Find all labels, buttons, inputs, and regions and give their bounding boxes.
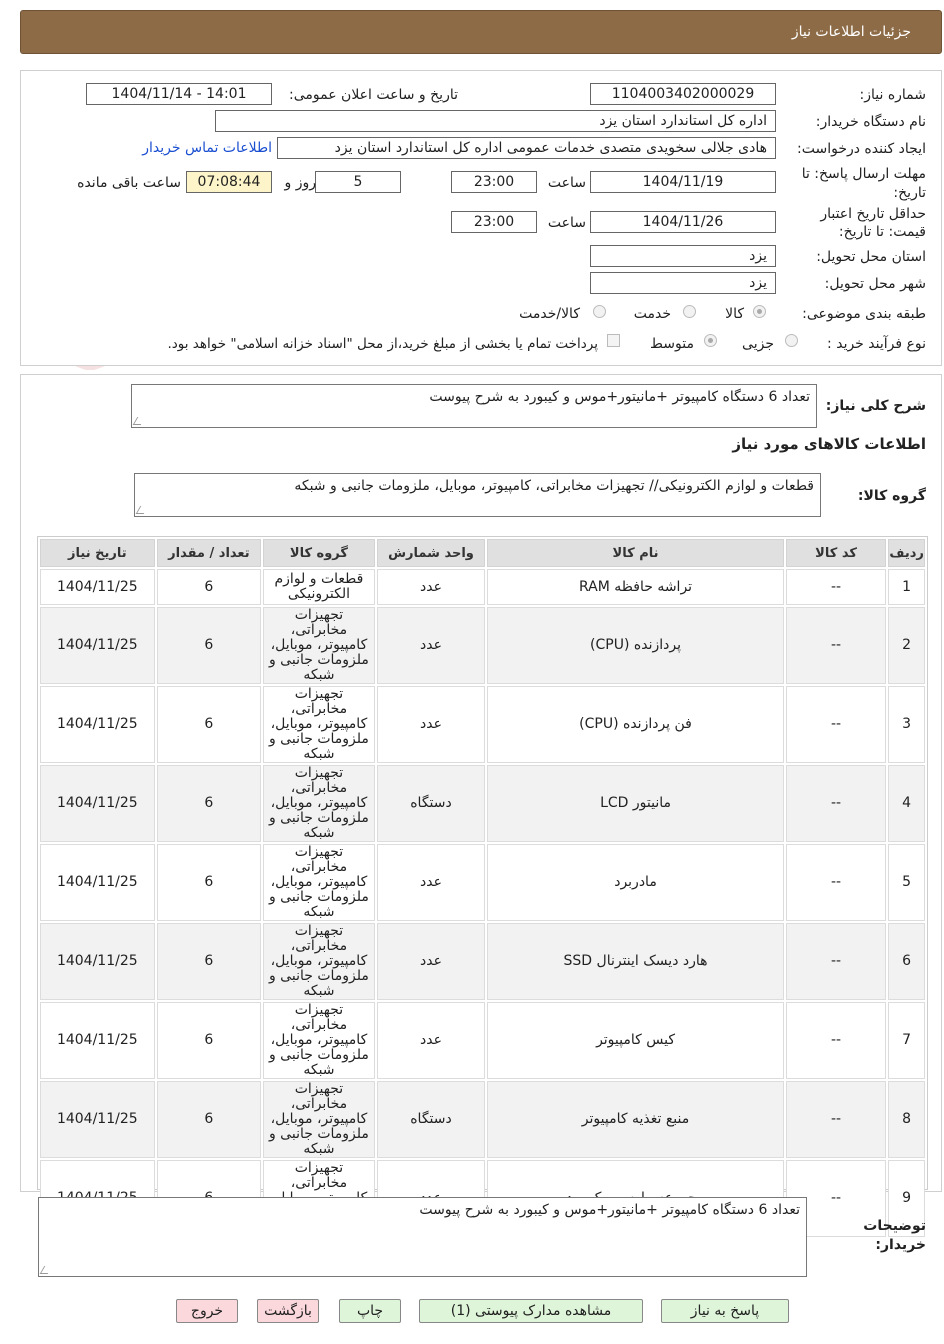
- process-radio-minor[interactable]: [785, 334, 798, 347]
- buyer-notes-label-line1: توضیحات: [863, 1218, 926, 1234]
- cell-unit: عدد: [377, 1002, 486, 1079]
- goods-table-body: [40, 569, 925, 1237]
- cell-unit: عدد: [377, 923, 486, 1000]
- cell-name: مادربرد: [487, 844, 784, 921]
- cell-group-line: شبکه: [303, 1141, 335, 1157]
- cell-group-line: تجهیزات مخابراتی،: [290, 686, 348, 717]
- cell-qty: 6: [157, 1002, 262, 1079]
- cell-date: 1404/11/25: [40, 923, 155, 1000]
- cell-group-line: شبکه: [303, 746, 335, 762]
- goods-group-text: قطعات و لوازم الکترونیکی// تجهیزات مخابراتی، کامپیوتر، موبایل، ملزومات جانبی و شبکه: [294, 478, 814, 494]
- category-radio-service[interactable]: [683, 305, 696, 318]
- cell-group-line: شبکه: [303, 825, 335, 841]
- announce-label: تاریخ و ساعت اعلان عمومی:: [289, 87, 458, 103]
- cell-name: هارد دیسک اینترنال SSD: [487, 923, 784, 1000]
- cell-group-line: کامپیوتر، موبایل،: [270, 953, 368, 969]
- cell-name: فن پردازنده (CPU): [487, 686, 784, 763]
- cell-row: 7: [888, 1002, 925, 1079]
- cell-group-line: تجهیزات مخابراتی،: [290, 1002, 348, 1033]
- resize-grip-icon[interactable]: [40, 1266, 53, 1274]
- table-row: [40, 607, 925, 684]
- buyer-org-label: نام دستگاه خریدار:: [815, 114, 926, 130]
- table-row: [40, 765, 925, 842]
- deadline-label-line1: مهلت ارسال پاسخ: تا: [801, 166, 926, 182]
- cell-name: مانیتور LCD: [487, 765, 784, 842]
- cell-group-line: شبکه: [303, 667, 335, 683]
- cell-qty: 6: [157, 923, 262, 1000]
- process-option-minor: جزیی: [742, 336, 774, 352]
- col-header-unit: واحد شمارش: [377, 539, 486, 567]
- cell-group-line: شبکه: [303, 1062, 335, 1078]
- cell-unit: عدد: [377, 686, 486, 763]
- cell-group-line: کامپیوتر، موبایل،: [270, 795, 368, 811]
- resize-grip-icon[interactable]: [133, 417, 146, 425]
- requester-field[interactable]: هادی جلالی سخویدی متصدی خدمات عمومی اداره کل استاندارد استان یزد: [277, 137, 776, 159]
- cell-code: --: [786, 569, 887, 605]
- cell-group-line: ملزومات جانبی و: [268, 1126, 369, 1142]
- cell-group: [263, 569, 375, 605]
- table-row: [40, 844, 925, 921]
- cell-code: --: [786, 686, 887, 763]
- cell-date: 1404/11/25: [40, 569, 155, 605]
- table-row: [40, 1002, 925, 1079]
- category-option-service: خدمت: [633, 306, 671, 322]
- cell-code: --: [786, 1081, 887, 1158]
- general-desc-textarea[interactable]: [131, 384, 817, 428]
- goods-table-header: [40, 539, 925, 567]
- cell-group: [263, 1002, 375, 1079]
- col-header-group: گروه کالا: [263, 539, 375, 567]
- cell-qty: 6: [157, 607, 262, 684]
- print-button[interactable]: چاپ: [339, 1299, 401, 1323]
- buyer-org-field[interactable]: اداره کل استاندارد استان یزد: [215, 110, 776, 132]
- goods-table-wrapper: [37, 536, 928, 1206]
- cell-row: 3: [888, 686, 925, 763]
- deadline-date-field[interactable]: 1404/11/19: [590, 171, 776, 193]
- cell-group: [263, 923, 375, 1000]
- goods-group-textarea[interactable]: [134, 473, 821, 517]
- cell-group: [263, 765, 375, 842]
- cell-date: 1404/11/25: [40, 765, 155, 842]
- goods-table: [38, 537, 927, 1239]
- category-radio-goods[interactable]: [753, 305, 766, 318]
- cell-group: [263, 1081, 375, 1158]
- payment-note: پرداخت تمام یا بخشی از مبلغ خرید،از محل "اسناد خزانه اسلامی" خواهد بود.: [167, 336, 598, 352]
- cell-group-line: ملزومات جانبی و: [268, 968, 369, 984]
- exit-button[interactable]: خروج: [176, 1299, 238, 1323]
- cell-qty: 6: [157, 844, 262, 921]
- cell-group-line: تجهیزات مخابراتی،: [290, 607, 348, 638]
- province-field[interactable]: یزد: [590, 245, 776, 267]
- col-header-code: کد کالا: [786, 539, 887, 567]
- cell-name: تراشه حافظه RAM: [487, 569, 784, 605]
- buyer-notes-text: تعداد 6 دستگاه کامپیوتر +مانیتور+موس و کیبورد به شرح پیوست: [419, 1202, 800, 1218]
- cell-date: 1404/11/25: [40, 1002, 155, 1079]
- reply-button[interactable]: پاسخ به نیاز: [661, 1299, 789, 1323]
- province-label: استان محل تحویل:: [816, 249, 926, 265]
- col-header-date: تاریخ نیاز: [40, 539, 155, 567]
- cell-qty: 6: [157, 765, 262, 842]
- city-field[interactable]: یزد: [590, 272, 776, 294]
- validity-date-field[interactable]: 1404/11/26: [590, 211, 776, 233]
- back-button[interactable]: بازگشت: [257, 1299, 319, 1323]
- cell-qty: 6: [157, 1081, 262, 1158]
- remaining-time-label: ساعت باقی مانده: [77, 175, 181, 191]
- page-header: [20, 10, 942, 54]
- cell-group-line: تجهیزات مخابراتی،: [290, 765, 348, 796]
- cell-group: [263, 844, 375, 921]
- validity-label-line1: حداقل تاریخ اعتبار: [820, 206, 926, 222]
- resize-grip-icon[interactable]: [136, 506, 149, 514]
- cell-group-line: ملزومات جانبی و: [268, 889, 369, 905]
- cell-group-line: تجهیزات مخابراتی،: [290, 844, 348, 875]
- cell-date: 1404/11/25: [40, 844, 155, 921]
- col-header-name: نام کالا: [487, 539, 784, 567]
- validity-time-label: ساعت: [547, 215, 586, 231]
- cell-group-line: شبکه: [303, 904, 335, 920]
- cell-date: 1404/11/25: [40, 686, 155, 763]
- cell-group-line: ملزومات جانبی و: [268, 1047, 369, 1063]
- cell-unit: عدد: [377, 569, 486, 605]
- process-label: نوع فرآیند خرید :: [827, 336, 926, 352]
- cell-date: 1404/11/25: [40, 1081, 155, 1158]
- general-desc-text: تعداد 6 دستگاه کامپیوتر +مانیتور+موس و کیبورد به شرح پیوست: [429, 389, 810, 405]
- cell-unit: عدد: [377, 607, 486, 684]
- need-number-label: شماره نیاز:: [859, 87, 926, 103]
- treasury-payment-checkbox[interactable]: [607, 334, 620, 347]
- cell-code: --: [786, 844, 887, 921]
- cell-name: پردازنده (CPU): [487, 607, 784, 684]
- cell-code: --: [786, 923, 887, 1000]
- cell-qty: 6: [157, 686, 262, 763]
- table-row: [40, 569, 925, 605]
- cell-code: --: [786, 607, 887, 684]
- cell-group-line: تجهیزات مخابراتی،: [290, 1160, 348, 1191]
- category-option-goods: کالا: [725, 306, 744, 322]
- cell-row: 9: [888, 1160, 925, 1237]
- process-radio-medium[interactable]: [704, 334, 717, 347]
- cell-qty: 6: [157, 569, 262, 605]
- cell-unit: دستگاه: [377, 765, 486, 842]
- view-attachments-button[interactable]: مشاهده مدارک پیوستی (1): [419, 1299, 643, 1323]
- announce-datetime-field[interactable]: 1404/11/14 - 14:01: [86, 83, 272, 105]
- cell-row: 6: [888, 923, 925, 1000]
- cell-unit: دستگاه: [377, 1081, 486, 1158]
- cell-group-line: کامپیوتر، موبایل،: [270, 1111, 368, 1127]
- general-desc-label: شرح کلی نیاز:: [825, 398, 926, 414]
- table-row: [40, 1081, 925, 1158]
- cell-group-line: تجهیزات مخابراتی،: [290, 923, 348, 954]
- buyer-notes-textarea[interactable]: [38, 1197, 807, 1277]
- col-header-row: ردیف: [888, 539, 925, 567]
- category-option-goods-service: کالا/خدمت: [519, 306, 580, 322]
- cell-group-line: کامپیوتر، موبایل،: [270, 1032, 368, 1048]
- category-radio-goods-service[interactable]: [593, 305, 606, 318]
- cell-date: 1404/11/25: [40, 607, 155, 684]
- cell-group-line: قطعات و لوازم: [274, 571, 364, 587]
- cell-group-line: ملزومات جانبی و: [268, 731, 369, 747]
- deadline-time-field[interactable]: 23:00: [451, 171, 537, 193]
- days-label: روز و: [284, 175, 316, 191]
- table-row: [40, 686, 925, 763]
- cell-code: --: [786, 1160, 887, 1237]
- deadline-time-label: ساعت: [547, 175, 586, 191]
- cell-group-line: کامپیوتر، موبایل،: [270, 716, 368, 732]
- cell-group-line: ملزومات جانبی و: [268, 652, 369, 668]
- cell-group-line: تجهیزات مخابراتی،: [290, 1081, 348, 1112]
- validity-time-field[interactable]: 23:00: [451, 211, 537, 233]
- cell-group-line: کامپیوتر، موبایل،: [270, 874, 368, 890]
- remaining-time-field[interactable]: 07:08:44: [186, 171, 272, 193]
- cell-row: 1: [888, 569, 925, 605]
- cell-group-line: الکترونیکی: [287, 586, 350, 602]
- cell-group-line: شبکه: [303, 983, 335, 999]
- col-header-qty: تعداد / مقدار: [157, 539, 262, 567]
- cell-code: --: [786, 765, 887, 842]
- goods-info-title: اطلاعات کالاهای مورد نیاز: [732, 435, 926, 453]
- validity-label-line2: قیمت: تا تاریخ:: [838, 224, 926, 240]
- cell-group-line: کامپیوتر، موبایل،: [270, 637, 368, 653]
- deadline-label-line2: تاریخ:: [893, 185, 926, 201]
- process-option-medium: متوسط: [650, 336, 694, 352]
- cell-name: منبع تغذیه کامپیوتر: [487, 1081, 784, 1158]
- cell-group-line: ملزومات جانبی و: [268, 810, 369, 826]
- cell-row: 2: [888, 607, 925, 684]
- cell-group: [263, 607, 375, 684]
- goods-group-label: گروه کالا:: [857, 488, 926, 504]
- cell-row: 4: [888, 765, 925, 842]
- page-title: جزئیات اطلاعات نیاز: [791, 24, 911, 40]
- days-remaining-field[interactable]: 5: [315, 171, 401, 193]
- cell-row: 8: [888, 1081, 925, 1158]
- requester-label: ایجاد کننده درخواست:: [797, 141, 926, 157]
- buyer-notes-label-line2: خریدار:: [875, 1237, 926, 1253]
- category-label: طبقه بندی موضوعی:: [802, 306, 926, 322]
- cell-name: کیس کامپیوتر: [487, 1002, 784, 1079]
- cell-code: --: [786, 1002, 887, 1079]
- table-row: [40, 923, 925, 1000]
- need-number-field[interactable]: 1104003402000029: [590, 83, 776, 105]
- buyer-contact-link[interactable]: اطلاعات تماس خریدار: [142, 140, 272, 156]
- cell-row: 5: [888, 844, 925, 921]
- city-label: شهر محل تحویل:: [824, 276, 926, 292]
- cell-unit: عدد: [377, 844, 486, 921]
- cell-group: [263, 686, 375, 763]
